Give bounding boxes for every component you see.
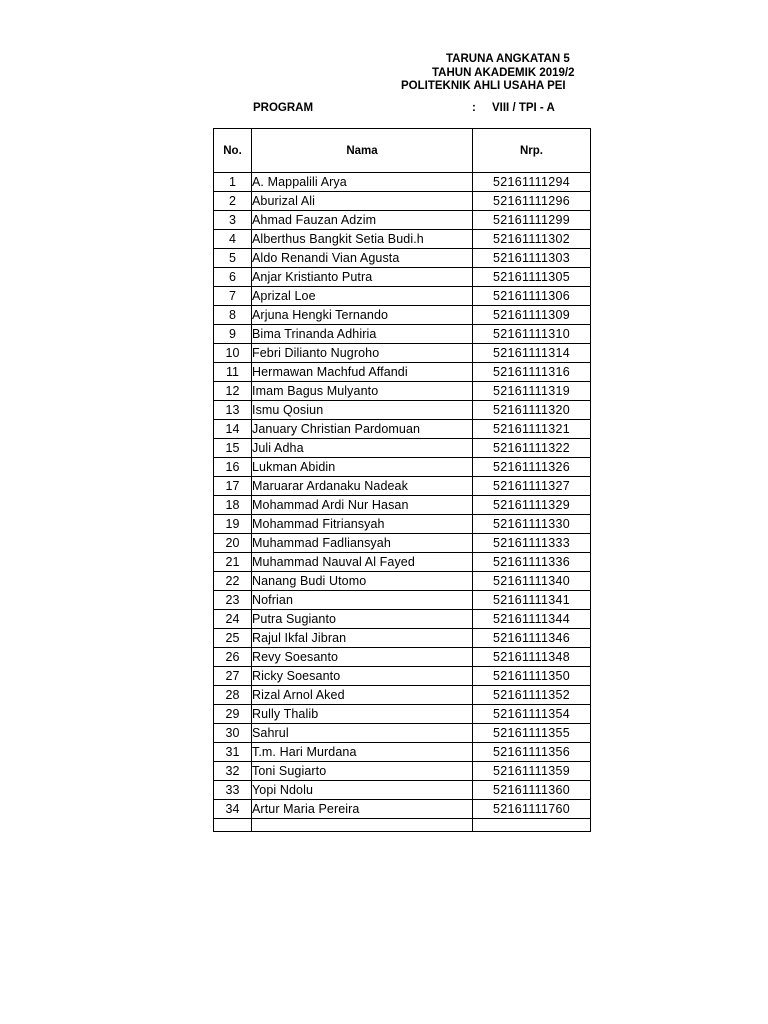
student-name: Yopi Ndolu [252, 781, 473, 800]
student-nrp: 52161111319 [473, 382, 591, 401]
row-number: 24 [214, 610, 252, 629]
student-name: Ismu Qosiun [252, 401, 473, 420]
table-row [214, 306, 591, 325]
row-number: 8 [214, 306, 252, 325]
table-row [214, 192, 591, 211]
row-number: 10 [214, 344, 252, 363]
student-nrp: 52161111352 [473, 686, 591, 705]
table-row [214, 458, 591, 477]
empty-cell [473, 819, 591, 832]
student-nrp: 52161111350 [473, 667, 591, 686]
student-name: Nofrian [252, 591, 473, 610]
table-row [214, 344, 591, 363]
table-row [214, 667, 591, 686]
student-name: Rully Thalib [252, 705, 473, 724]
student-name: Aldo Renandi Vian Agusta [252, 249, 473, 268]
empty-cell [252, 819, 473, 832]
table-row [214, 534, 591, 553]
row-number: 13 [214, 401, 252, 420]
student-name: Hermawan Machfud Affandi [252, 363, 473, 382]
student-name: Muhammad Fadliansyah [252, 534, 473, 553]
student-name: Maruarar Ardanaku Nadeak [252, 477, 473, 496]
student-nrp: 52161111296 [473, 192, 591, 211]
student-nrp: 52161111320 [473, 401, 591, 420]
student-nrp: 52161111309 [473, 306, 591, 325]
row-number: 22 [214, 572, 252, 591]
row-number: 4 [214, 230, 252, 249]
table-row [214, 515, 591, 534]
empty-cell [214, 819, 252, 832]
row-number: 34 [214, 800, 252, 819]
row-number: 20 [214, 534, 252, 553]
table-row [214, 553, 591, 572]
row-number: 3 [214, 211, 252, 230]
row-number: 12 [214, 382, 252, 401]
student-nrp: 52161111336 [473, 553, 591, 572]
column-header-nrp: Nrp. [473, 129, 591, 173]
row-number: 32 [214, 762, 252, 781]
table-row [214, 325, 591, 344]
row-number: 17 [214, 477, 252, 496]
table-row [214, 572, 591, 591]
table-row [214, 705, 591, 724]
student-nrp: 52161111360 [473, 781, 591, 800]
table-row [214, 249, 591, 268]
table-row [214, 382, 591, 401]
student-name: Toni Sugiarto [252, 762, 473, 781]
table-row [214, 800, 591, 819]
student-nrp: 52161111316 [473, 363, 591, 382]
row-number: 6 [214, 268, 252, 287]
student-name: Rajul Ikfal Jibran [252, 629, 473, 648]
table-row-empty [214, 819, 591, 832]
student-name: Ahmad Fauzan Adzim [252, 211, 473, 230]
row-number: 15 [214, 439, 252, 458]
row-number: 29 [214, 705, 252, 724]
row-number: 19 [214, 515, 252, 534]
student-nrp: 52161111346 [473, 629, 591, 648]
student-name: Juli Adha [252, 439, 473, 458]
student-nrp: 52161111310 [473, 325, 591, 344]
table-row [214, 268, 591, 287]
student-nrp: 52161111354 [473, 705, 591, 724]
header-academic-year: TAHUN AKADEMIK 2019/2 [432, 67, 575, 79]
student-name: Muhammad Nauval Al Fayed [252, 553, 473, 572]
student-nrp: 52161111321 [473, 420, 591, 439]
table-row [214, 781, 591, 800]
header-title-line1: TARUNA ANGKATAN 5 [446, 53, 570, 65]
student-name: Mohammad Fitriansyah [252, 515, 473, 534]
student-nrp: 52161111340 [473, 572, 591, 591]
student-name: T.m. Hari Murdana [252, 743, 473, 762]
table-row [214, 477, 591, 496]
row-number: 31 [214, 743, 252, 762]
row-number: 2 [214, 192, 252, 211]
student-name: January Christian Pardomuan [252, 420, 473, 439]
student-nrp: 52161111306 [473, 287, 591, 306]
table-row [214, 591, 591, 610]
student-nrp: 52161111355 [473, 724, 591, 743]
student-name: Putra Sugianto [252, 610, 473, 629]
row-number: 18 [214, 496, 252, 515]
row-number: 21 [214, 553, 252, 572]
student-name: Anjar Kristianto Putra [252, 268, 473, 287]
student-name: Lukman Abidin [252, 458, 473, 477]
row-number: 26 [214, 648, 252, 667]
student-nrp: 52161111330 [473, 515, 591, 534]
student-name: Febri Dilianto Nugroho [252, 344, 473, 363]
student-nrp: 52161111305 [473, 268, 591, 287]
student-name: Alberthus Bangkit Setia Budi.h [252, 230, 473, 249]
row-number: 23 [214, 591, 252, 610]
row-number: 9 [214, 325, 252, 344]
table-row [214, 762, 591, 781]
student-name: Ricky Soesanto [252, 667, 473, 686]
student-nrp: 52161111303 [473, 249, 591, 268]
row-number: 27 [214, 667, 252, 686]
table-row [214, 211, 591, 230]
student-name: Aprizal Loe [252, 287, 473, 306]
row-number: 25 [214, 629, 252, 648]
student-nrp: 52161111299 [473, 211, 591, 230]
row-number: 5 [214, 249, 252, 268]
student-nrp: 52161111348 [473, 648, 591, 667]
program-value: VIII / TPI - A [492, 102, 555, 114]
program-colon: : [472, 102, 476, 114]
student-nrp: 52161111760 [473, 800, 591, 819]
student-name: Bima Trinanda Adhiria [252, 325, 473, 344]
row-number: 7 [214, 287, 252, 306]
program-label: PROGRAM [253, 102, 314, 114]
student-nrp: 52161111344 [473, 610, 591, 629]
table-row [214, 610, 591, 629]
row-number: 14 [214, 420, 252, 439]
document-header [0, 50, 590, 95]
table-row [214, 401, 591, 420]
row-number: 30 [214, 724, 252, 743]
row-number: 28 [214, 686, 252, 705]
student-nrp: 52161111294 [473, 173, 591, 192]
table-row [214, 686, 591, 705]
row-number: 1 [214, 173, 252, 192]
student-name: Sahrul [252, 724, 473, 743]
table-row [214, 173, 591, 192]
student-nrp: 52161111302 [473, 230, 591, 249]
student-nrp: 52161111327 [473, 477, 591, 496]
header-institution: POLITEKNIK AHLI USAHA PEI [401, 80, 566, 92]
column-header-nama: Nama [252, 129, 473, 173]
student-nrp: 52161111341 [473, 591, 591, 610]
table-body [214, 173, 591, 832]
table-row [214, 724, 591, 743]
student-name: Artur Maria Pereira [252, 800, 473, 819]
student-name: Aburizal Ali [252, 192, 473, 211]
student-nrp: 52161111359 [473, 762, 591, 781]
student-name: Rizal Arnol Aked [252, 686, 473, 705]
student-roster-table [213, 128, 591, 832]
student-nrp: 52161111322 [473, 439, 591, 458]
row-number: 16 [214, 458, 252, 477]
student-name: Revy Soesanto [252, 648, 473, 667]
table-row [214, 287, 591, 306]
row-number: 33 [214, 781, 252, 800]
table-row [214, 420, 591, 439]
student-name: Arjuna Hengki Ternando [252, 306, 473, 325]
table-row [214, 230, 591, 249]
table-row [214, 363, 591, 382]
table-row [214, 648, 591, 667]
table-row [214, 743, 591, 762]
table-row [214, 439, 591, 458]
table-header-row [214, 129, 591, 173]
student-nrp: 52161111329 [473, 496, 591, 515]
student-nrp: 52161111356 [473, 743, 591, 762]
student-name: Nanang Budi Utomo [252, 572, 473, 591]
student-name: A. Mappalili Arya [252, 173, 473, 192]
column-header-no: No. [214, 129, 252, 173]
student-nrp: 52161111333 [473, 534, 591, 553]
student-name: Imam Bagus Mulyanto [252, 382, 473, 401]
student-nrp: 52161111314 [473, 344, 591, 363]
student-name: Mohammad Ardi Nur Hasan [252, 496, 473, 515]
row-number: 11 [214, 363, 252, 382]
student-nrp: 52161111326 [473, 458, 591, 477]
table-row [214, 496, 591, 515]
table-row [214, 629, 591, 648]
